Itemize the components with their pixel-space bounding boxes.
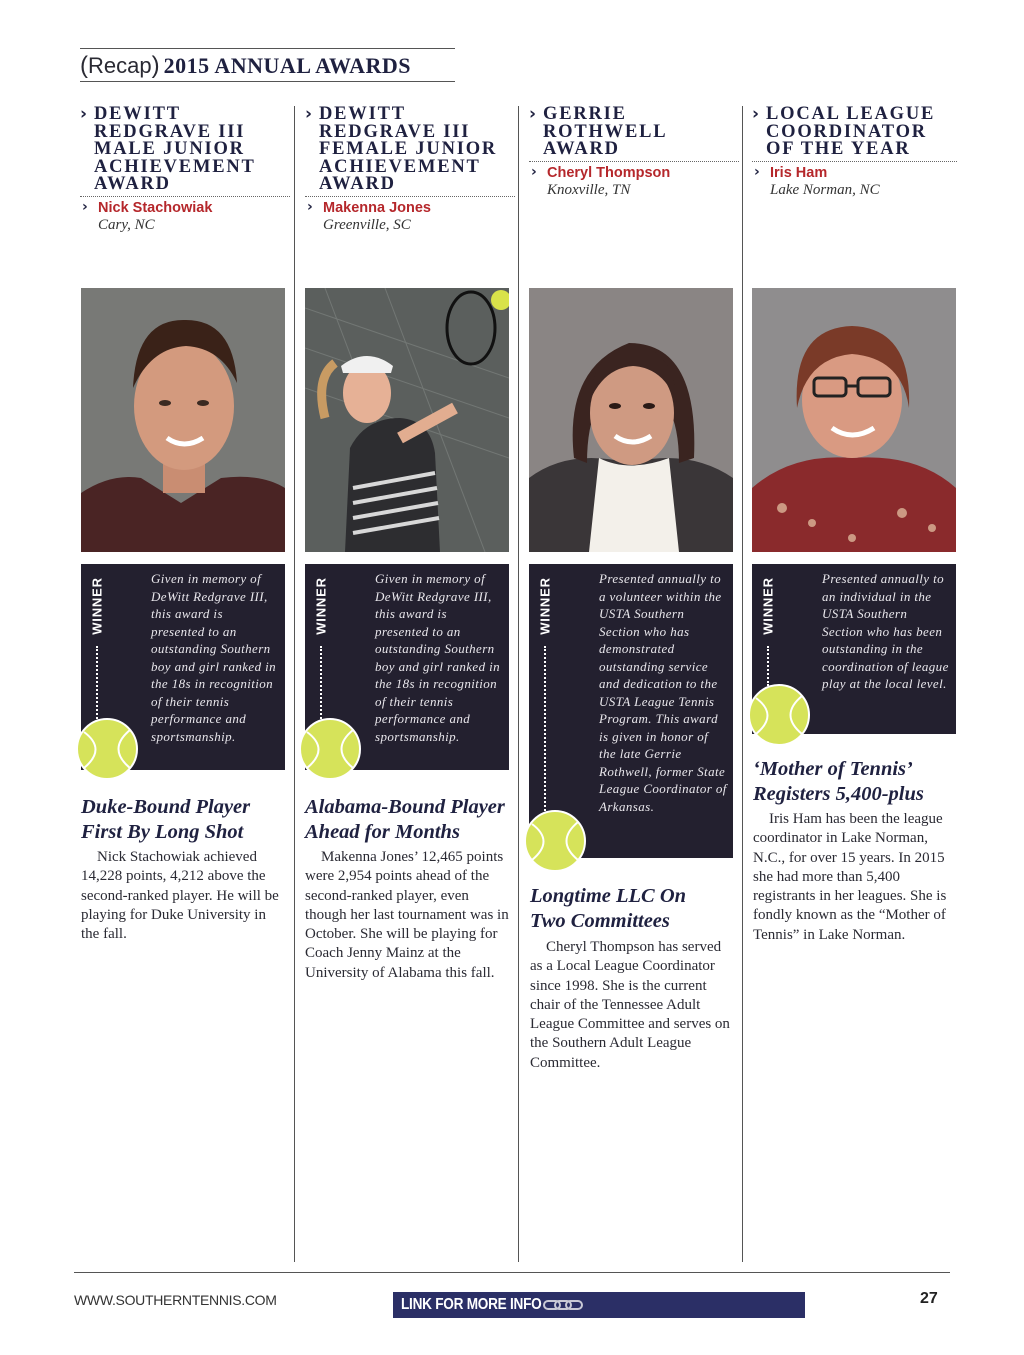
award-heading: › DEWITT REDGRAVE III MALE JUNIOR ACHIEVEMENT AWARD	[80, 104, 256, 194]
winner-name: Cheryl Thompson	[547, 164, 671, 181]
dotted-divider	[529, 161, 739, 162]
recap-close-paren: )	[151, 52, 160, 79]
award-column-4	[752, 106, 957, 199]
story-body: Nick Stachowiak achieved 14,228 points, 4,212 above the second-ranked player. He will be playing for Duke University in the fall.	[81, 849, 279, 943]
recap-label: Recap	[88, 53, 152, 78]
story-headline: Alabama-Bound Player Ahead for Months	[305, 796, 505, 843]
award-description: Presented annually to an individual in the USTA Southern Section who has been outstanding in the coordination of league play at the local level.	[822, 571, 949, 691]
chevron-right-icon: ›	[80, 104, 89, 124]
chevron-right-icon: ›	[307, 198, 313, 215]
winner-name: Iris Ham	[770, 164, 828, 181]
tennis-ball-icon	[299, 718, 361, 780]
award-column-1	[80, 106, 290, 234]
winner-tag: WINNER	[760, 577, 776, 635]
winner-tag: WINNER	[89, 577, 105, 635]
tennis-ball-icon	[748, 684, 810, 746]
chevron-right-icon: ›	[754, 163, 760, 180]
tennis-ball-icon	[76, 718, 138, 780]
dotted-line	[767, 646, 769, 686]
winner-tag: WINNER	[313, 577, 329, 635]
link-label: LINK FOR MORE INFO	[401, 1296, 542, 1313]
chevron-right-icon: ›	[529, 104, 538, 124]
dotted-divider	[752, 161, 957, 162]
winner-location: Knoxville, TN	[547, 181, 631, 198]
award-heading: › GERRIE ROTHWELL AWARD	[529, 104, 667, 159]
winner-photo	[752, 288, 956, 552]
winner-location: Lake Norman, NC	[770, 181, 880, 198]
award-description: Presented annually to a volunteer within the USTA Southern Section who has demonstrated outstanding service and dedication to the USTA League Tennis Program. This award is given in honor of the late Gerrie Rothwell, former State League Coordinator of Arkansas.	[599, 571, 727, 814]
story-body: Cheryl Thompson has served as a Local League Coordinator since 1998. She is the current chair of the Tennessee Adult League Committee and serves on the Southern Adult League Committee.	[530, 939, 730, 1071]
recap-open-paren: (	[80, 52, 88, 79]
winner-entry	[529, 164, 739, 199]
winner-entry	[752, 164, 957, 199]
story-headline: Duke-Bound Player First By Long Shot	[81, 796, 251, 843]
award-column-3	[529, 106, 739, 199]
column-divider	[742, 106, 743, 1262]
dotted-divider	[305, 196, 515, 197]
winner-entry	[305, 199, 515, 234]
page-title	[80, 48, 455, 82]
winner-name: Nick Stachowiak	[98, 199, 213, 216]
award-heading: › DEWITT REDGRAVE III FEMALE JUNIOR ACHIEVEMENT AWARD	[305, 104, 498, 194]
chevron-right-icon: ›	[305, 104, 314, 124]
chain-link-icon	[543, 1297, 583, 1313]
column-divider	[294, 106, 295, 1262]
website-link[interactable]: WWW.SOUTHERNTENNIS.COM	[74, 1292, 277, 1308]
link-for-more-info-button[interactable]	[393, 1292, 805, 1318]
story-body: Iris Ham has been the league coordinator in Lake Norman, N.C., for over 15 years. In 2015 she had more than 5,400 registrants in her leagues. She is fondly known as the “Mother of Tennis” in Lake Norman.	[753, 811, 947, 943]
award-description: Given in memory of DeWitt Redgrave III, this award is presented to an outstanding Southern boy and girl ranked in the 18s in recognition of their tennis performance and sportsmanship.	[151, 571, 277, 744]
footer-divider	[74, 1272, 950, 1273]
award-description: Given in memory of DeWitt Redgrave III, this award is presented to an outstanding Southern boy and girl ranked in the 18s in recognition of their tennis performance and sportsmanship.	[375, 571, 501, 744]
page-title-main: 2015 ANNUAL AWARDS	[163, 53, 411, 78]
winner-photo	[529, 288, 733, 552]
award-column-2	[305, 106, 515, 234]
column-divider	[518, 106, 519, 1262]
dotted-line	[320, 646, 322, 726]
chevron-right-icon: ›	[752, 104, 761, 124]
winner-location: Cary, NC	[98, 216, 155, 233]
winner-location: Greenville, SC	[323, 216, 411, 233]
winner-photo	[81, 288, 285, 552]
dotted-divider	[80, 196, 290, 197]
story-headline: Longtime LLC On Two Committees	[530, 885, 687, 932]
dotted-line	[544, 646, 546, 811]
winner-photo	[305, 288, 509, 552]
chevron-right-icon: ›	[82, 198, 88, 215]
story-headline: ‘Mother of Tennis’ Registers 5,400-plus	[753, 758, 924, 805]
tennis-ball-icon	[524, 810, 586, 872]
story-body: Makenna Jones’ 12,465 points were 2,954 points ahead of the second-ranked player, even though her last tournament was in October. She will be playing for Coach Jenny Mainz at the University of Alabama this fall.	[305, 849, 509, 981]
dotted-line	[96, 646, 98, 726]
winner-tag: WINNER	[537, 577, 553, 635]
winner-entry	[80, 199, 290, 234]
page-number: 27	[920, 1290, 938, 1307]
award-heading: › LOCAL LEAGUE COORDINATOR OF THE YEAR	[752, 104, 936, 159]
winner-name: Makenna Jones	[323, 199, 431, 216]
chevron-right-icon: ›	[531, 163, 537, 180]
